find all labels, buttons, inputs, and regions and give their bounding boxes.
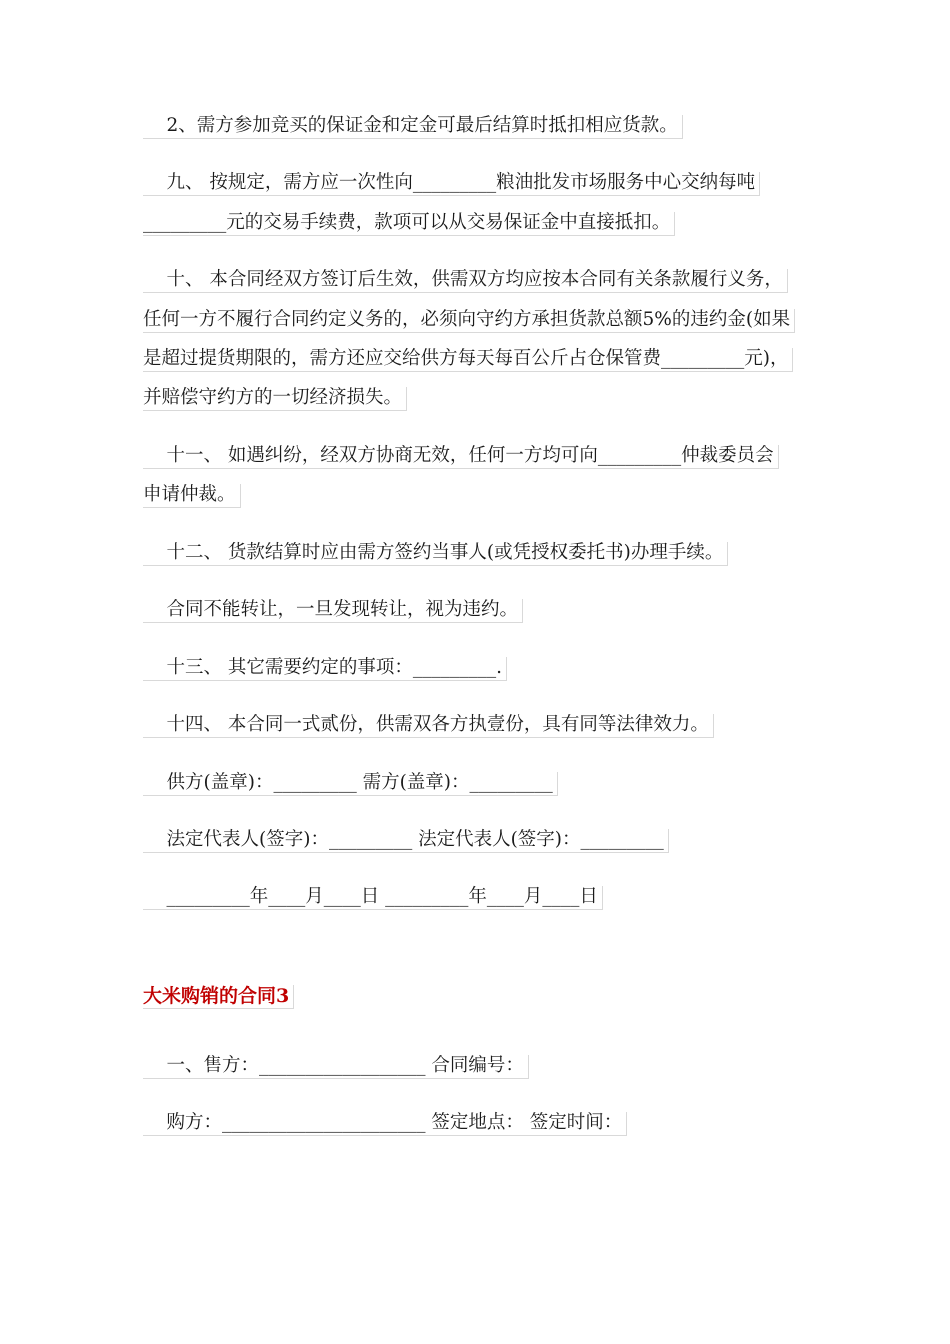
line-15: 法定代表人(签字)：_________ 法定代表人(签字)：_________ <box>143 829 669 853</box>
line-16: _________年____月____日 _________年____月____日 <box>143 886 603 910</box>
line-6: 是超过提货期限的，需方还应交给供方每天每百公斤占仓保管费_________元)， <box>143 348 793 372</box>
line-9: 申请仲裁。 <box>143 484 241 508</box>
line-10: 十二、 货款结算时应由需方签约当事人(或凭授权委托书)办理手续。 <box>143 542 728 566</box>
section-title: 大米购销的合同3 <box>143 985 294 1009</box>
line-7: 并赔偿守约方的一切经济损失。 <box>143 387 407 411</box>
section-line-2: 购方：______________________ 签定地点： 签定时间： <box>143 1112 627 1136</box>
line-14: 供方(盖章)：_________ 需方(盖章)：_________ <box>143 772 558 796</box>
line-13: 十四、 本合同一式贰份，供需双各方执壹份，具有同等法律效力。 <box>143 714 714 738</box>
line-4: 十、 本合同经双方签订后生效，供需双方均应按本合同有关条款履行义务， <box>143 269 788 293</box>
line-11: 合同不能转让，一旦发现转让，视为违约。 <box>143 599 523 623</box>
line-12: 十三、 其它需要约定的事项：_________. <box>143 657 507 681</box>
section-line-1: 一、售方：__________________ 合同编号： <box>143 1055 529 1079</box>
line-1: 2、需方参加竞买的保证金和定金可最后结算时抵扣相应货款。 <box>143 115 683 139</box>
line-8: 十一、 如遇纠纷，经双方协商无效，任何一方均可向_________仲裁委员会 <box>143 445 779 469</box>
line-3: _________元的交易手续费，款项可以从交易保证金中直接抵扣。 <box>143 212 675 236</box>
line-5: 任何一方不履行合同约定义务的，必须向守约方承担货款总额5%的违约金(如果 <box>143 309 795 333</box>
line-2: 九、 按规定，需方应一次性向_________粮油批发市场服务中心交纳每吨 <box>143 172 760 196</box>
